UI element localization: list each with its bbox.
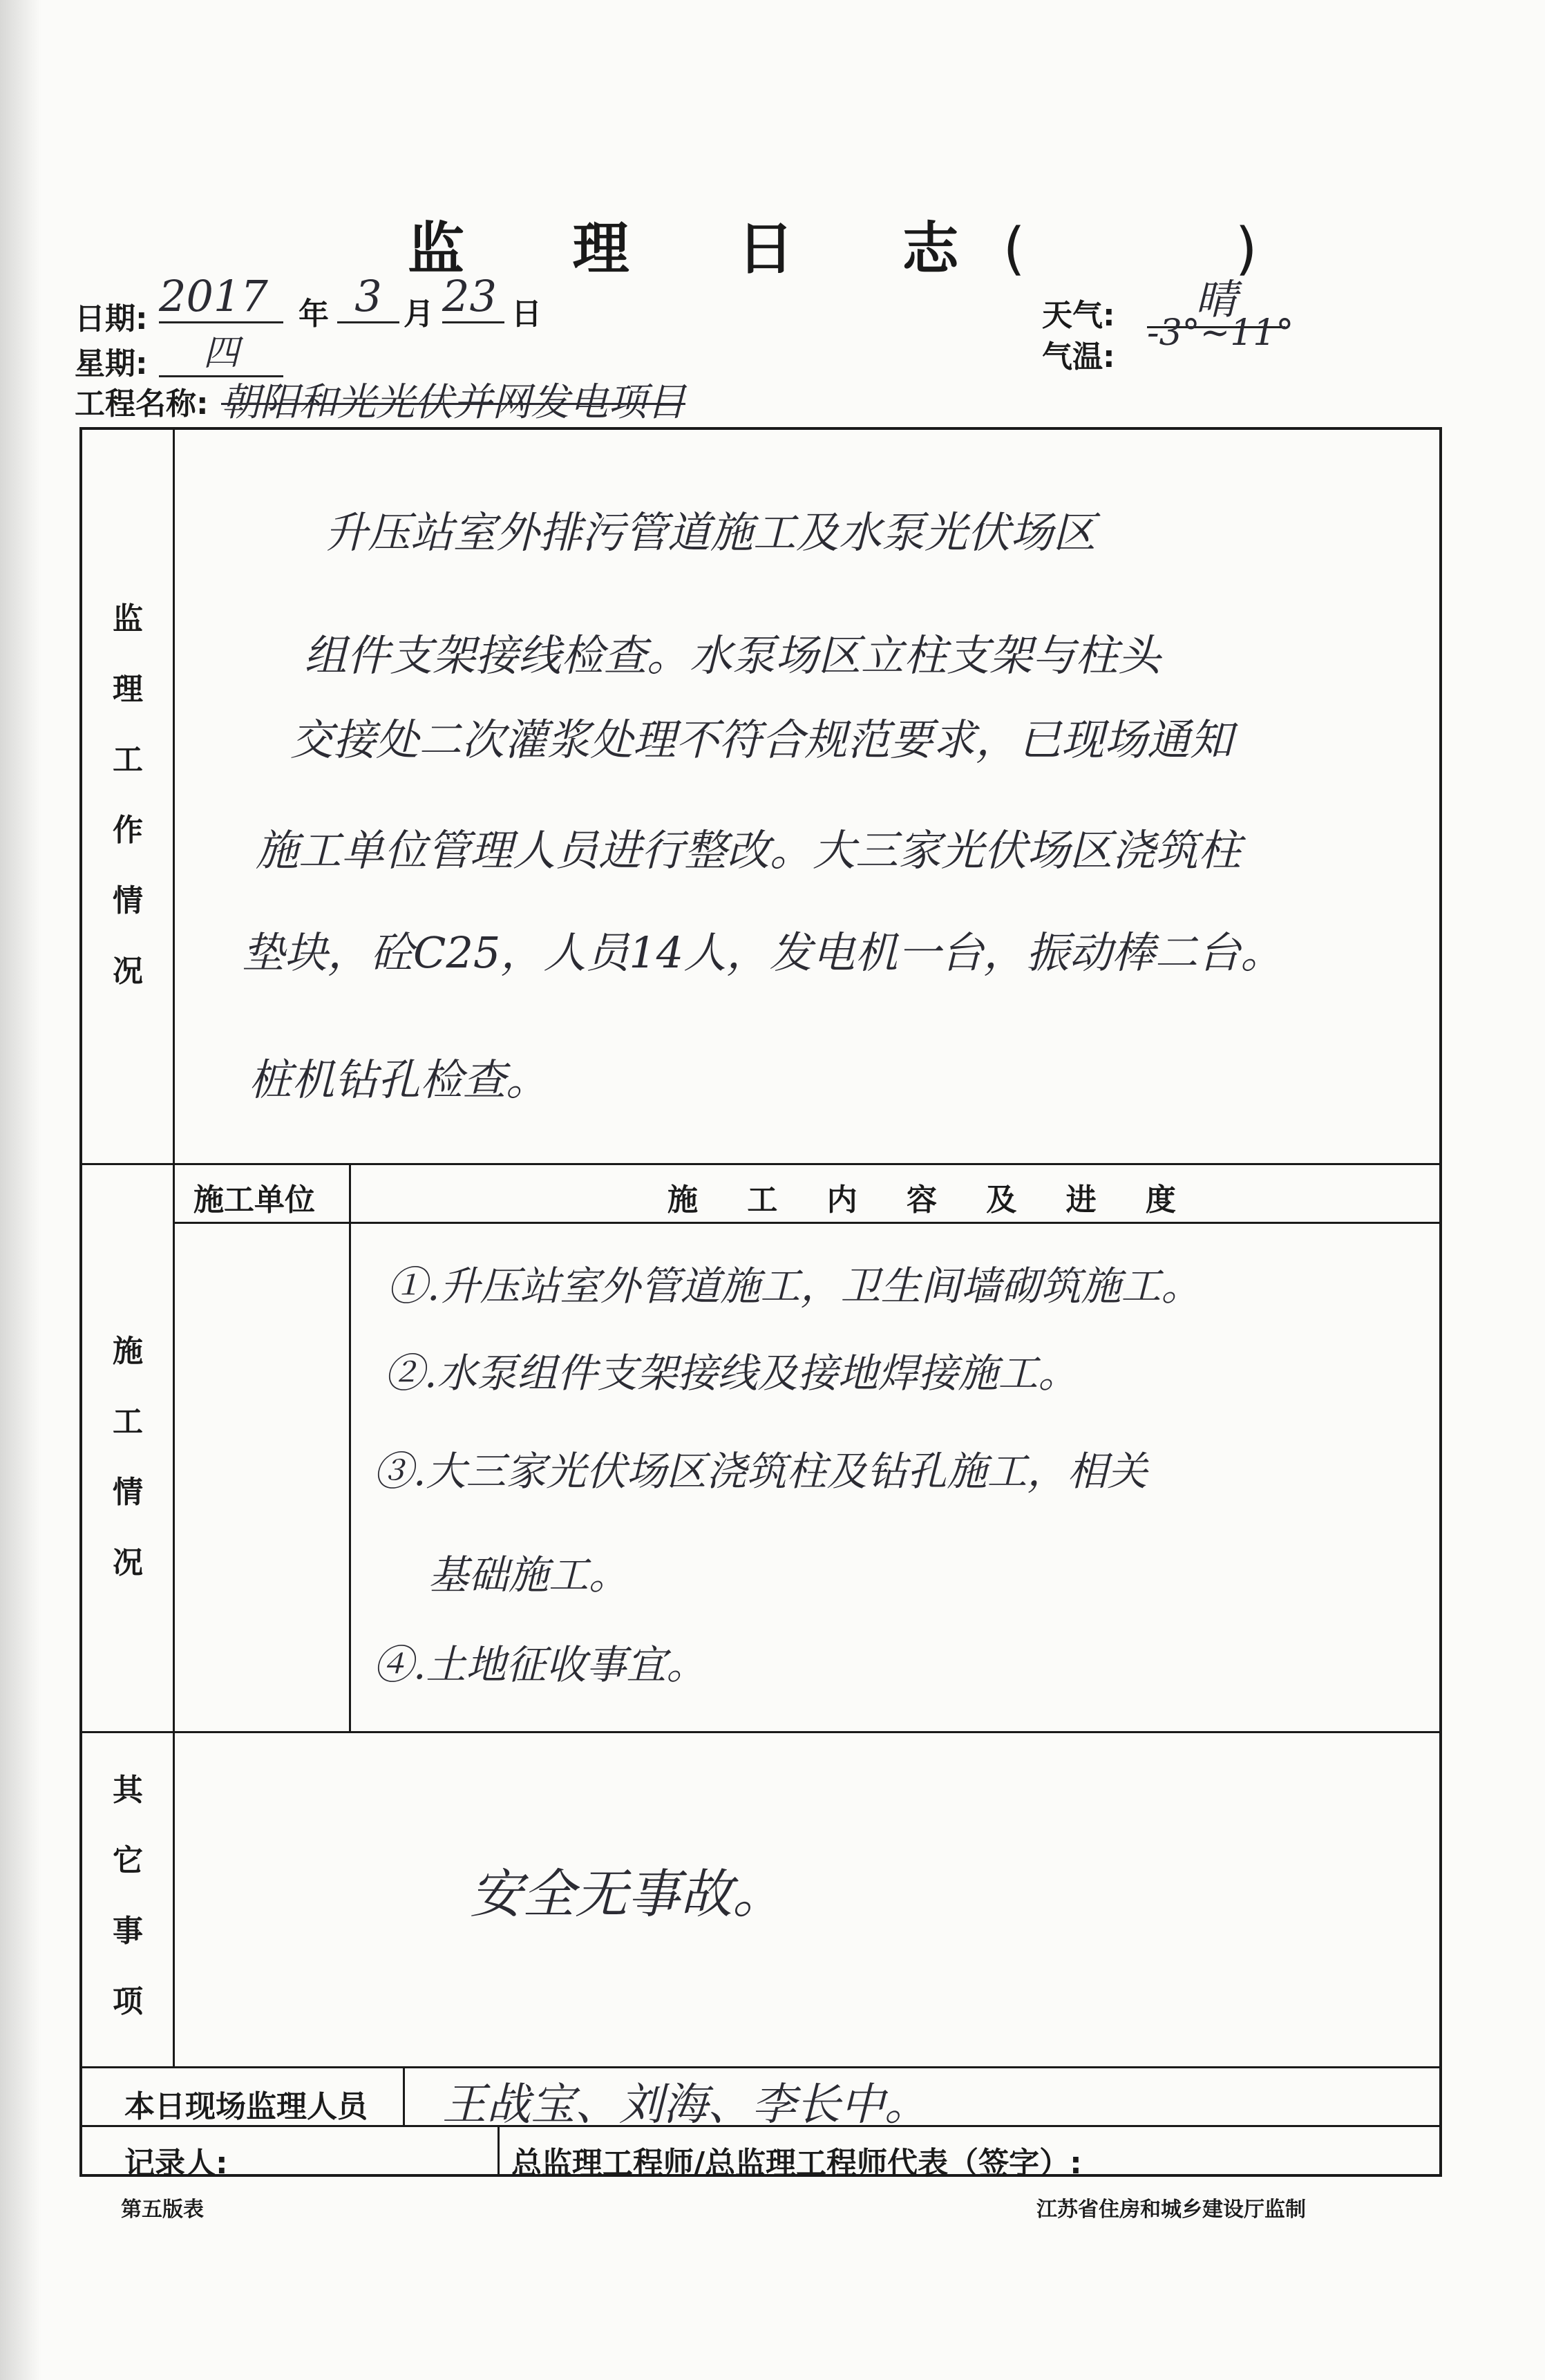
progress-column-header: 施 工 内 容 及 进 度: [667, 1182, 1195, 1218]
supervision-line: 升压站室外排污管道施工及水泵光伏场区: [325, 507, 1097, 558]
weather-label: 天气:: [1042, 298, 1115, 333]
weekday-label: 星期:: [75, 346, 148, 381]
unit-column-divider: [349, 1163, 351, 1731]
form-version: 第五版表: [121, 2198, 204, 2222]
year-unit: 年: [298, 296, 329, 332]
supervision-line: 组件支架接线检查。水泵场区立柱支架与柱头: [304, 630, 1162, 681]
progress-item: ②.水泵组件支架接线及接地焊接施工。: [384, 1350, 1079, 1397]
project-value: 朝阳和光光伏并网发电项目: [221, 380, 685, 425]
title-paren-close: ): [1235, 216, 1302, 282]
row-divider-other: [79, 2066, 1442, 2068]
month-unit: 月: [404, 296, 434, 332]
weekday-value: 四: [159, 323, 283, 377]
other-label: 其 它 事 项: [113, 1773, 143, 2019]
row-divider-supervision: [79, 1163, 1442, 1165]
row-divider-construction: [79, 1731, 1442, 1733]
day-unit: 日: [511, 296, 542, 332]
weather-value: 晴: [1147, 267, 1285, 328]
progress-item: 基础施工。: [428, 1551, 629, 1598]
project-label: 工程名称:: [75, 386, 209, 422]
date-label: 日期:: [75, 301, 148, 337]
recorder-label: 记录人:: [124, 2146, 228, 2181]
page-edge-shadow: [0, 0, 41, 2380]
supervision-label: 监 理 工 作 情 况: [113, 601, 143, 989]
day-value: 23: [442, 271, 504, 323]
issuing-authority: 江苏省住房和城乡建设厅监制: [1036, 2198, 1306, 2222]
progress-item: ④.土地征收事宜。: [373, 1641, 707, 1688]
temp-label: 气温:: [1042, 339, 1115, 375]
construction-label: 施 工 情 况: [113, 1334, 143, 1580]
supervision-line: 施工单位管理人员进行整改。大三家光伏场区浇筑柱: [256, 825, 1242, 876]
progress-item: ③.大三家光伏场区浇筑柱及钻孔施工，相关: [373, 1448, 1148, 1495]
supervision-line: 桩机钻孔检查。: [249, 1055, 549, 1105]
sign-divider: [497, 2125, 500, 2177]
chief-engineer-label: 总监理工程师/总监理工程师代表（签字）:: [511, 2146, 1082, 2181]
month-value: 3: [337, 271, 399, 323]
supervision-line: 垫块，砼C25，人员14人，发电机一台，振动棒二台。: [242, 927, 1284, 978]
other-value: 安全无事故。: [470, 1863, 785, 1925]
staff-label-divider: [403, 2066, 405, 2125]
document-title: 监 理 日 志( ): [408, 216, 1302, 282]
progress-item: ①.升压站室外管道施工，卫生间墙砌筑施工。: [387, 1263, 1202, 1310]
staff-label: 本日现场监理人员: [124, 2089, 368, 2124]
unit-column-header: 施工单位: [193, 1182, 315, 1218]
temp-value: -3°~11°: [1147, 312, 1294, 354]
row-divider-construction-header: [173, 1222, 1442, 1224]
year-value: 2017: [159, 271, 283, 323]
staff-signatures: 王战宝、刘海、李长中。: [442, 2079, 929, 2131]
supervision-line: 交接处二次灌浆处理不符合规范要求，已现场通知: [290, 715, 1233, 765]
title-paren-open: (: [1003, 216, 1070, 282]
